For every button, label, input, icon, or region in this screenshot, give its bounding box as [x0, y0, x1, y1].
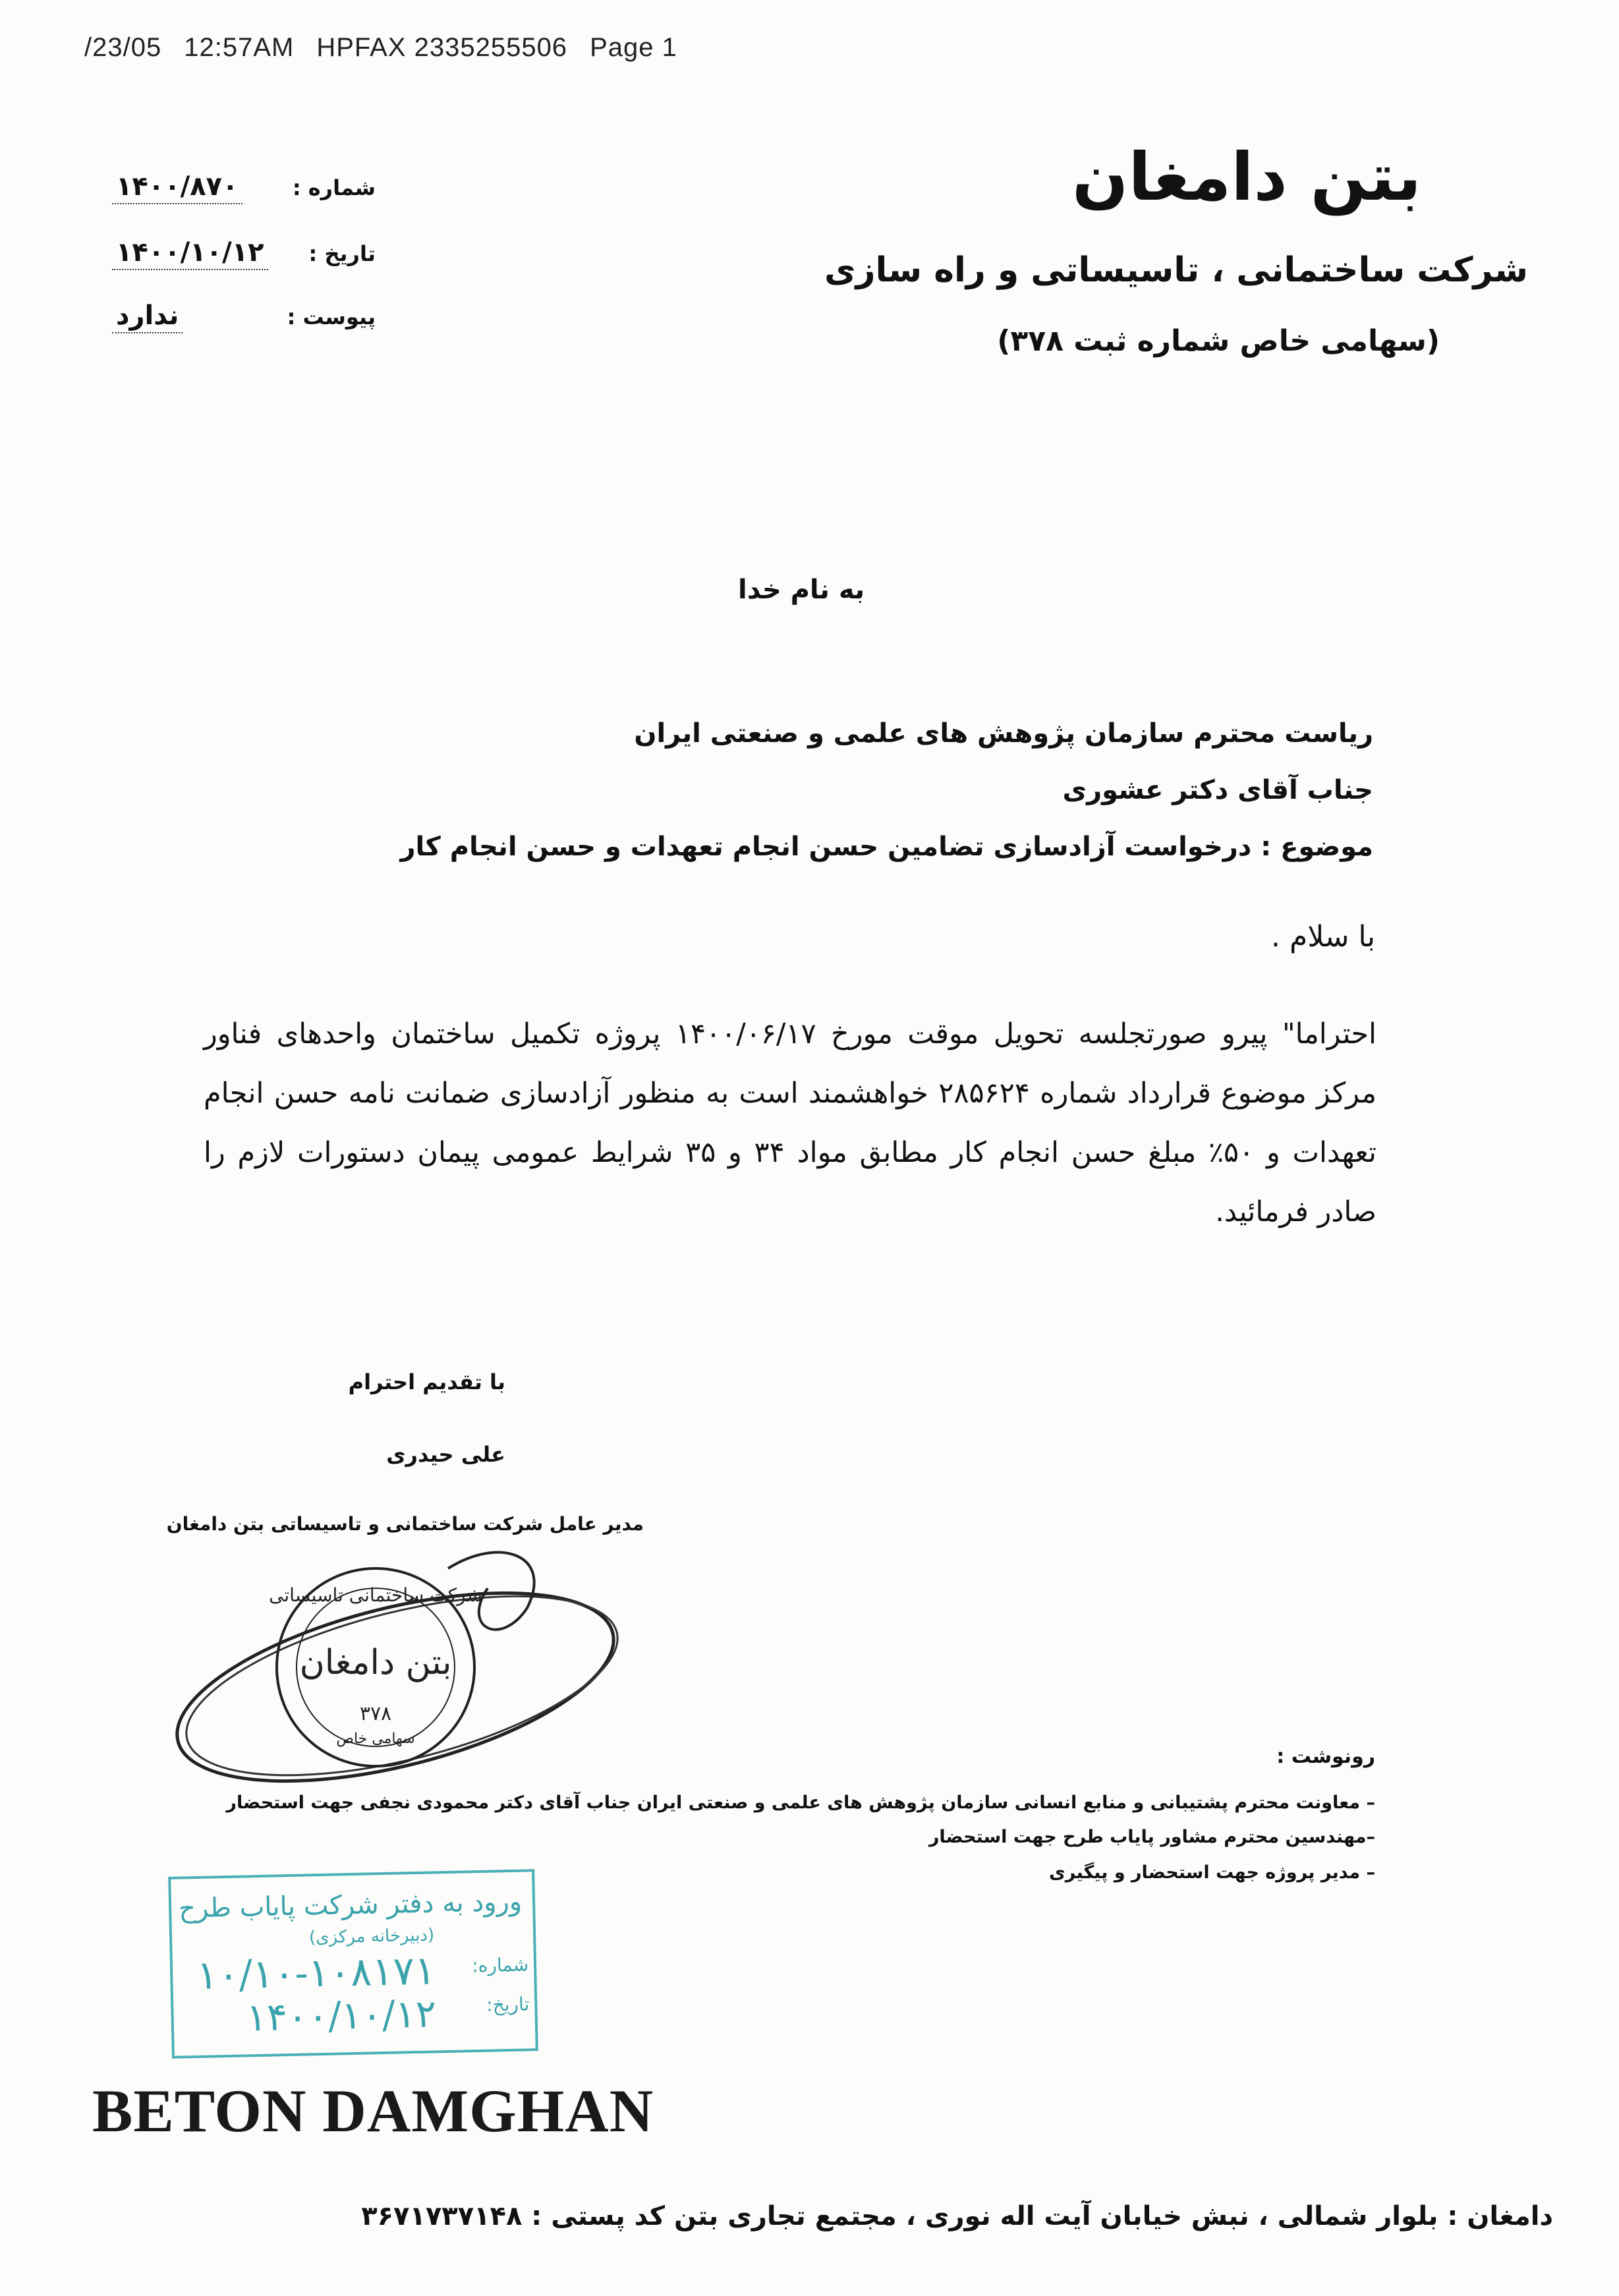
brand-name-english: BETON DAMGHAN: [92, 2077, 654, 2144]
company-name: بتن دامغان: [1071, 138, 1421, 215]
letter-attachment-label: پیوست :: [287, 304, 376, 330]
letter-date-row: [86, 237, 376, 270]
fax-header: [84, 33, 700, 63]
signer-name: علی حیدری: [386, 1442, 505, 1467]
seal-text-4: سهامی خاص: [336, 1731, 415, 1747]
received-stamp-date-value: ۱۴۰۰/۱۰/۱۲: [245, 1991, 437, 2040]
fax-id: HPFAX 2335255506: [316, 33, 568, 62]
seal-text-2: بتن دامغان: [299, 1643, 452, 1682]
letter-body: احتراما" پیرو صورتجلسه تحویل موقت مورخ ۱۴۰۰/۰۶/۱۷ پروژه تکمیل ساختمان واحدهای فناور مرکز موضوع قرارداد شماره ۲۸۵۶۲۴ خواهشمند است به منظور آزادسازی ضمانت نامه حسن انجام تعهدات و ۵۰٪ مبلغ حسن انجام کار مطابق مواد ۳۴ و ۳۵ شرایط عمومی پیمان دستورات لازم را صادر فرمائید.: [204, 1018, 1377, 1228]
company-activity: شرکت ساختمانی ، تاسیساتی و راه سازی: [824, 250, 1528, 290]
basmala: به نام خدا: [738, 575, 865, 605]
cc-item: – مدیر پروژه جهت استحضار و پیگیری: [1049, 1862, 1375, 1883]
footer-postal-code: ۳۶۷۱۷۳۷۱۴۸: [361, 2201, 523, 2231]
letter-number-row: [86, 171, 376, 204]
received-stamp-subtitle: (دبیرخانه مرکزی): [308, 1925, 435, 1948]
received-stamp: [168, 1869, 538, 2059]
received-stamp-title: ورود به دفتر شرکت پایاب طرح: [178, 1886, 523, 1924]
footer-address-text: دامغان : بلوار شمالی ، نبش خیابان آیت اله نوری ، مجتمع تجاری بتن کد پستی :: [531, 2201, 1553, 2231]
letter-attachment-row: [86, 301, 376, 333]
cc-item: – معاونت محترم پشتیبانی و منابع انسانی سازمان پژوهش های علمی و صنعتی ایران جناب آقای دکتر محمودی نجفی جهت استحضار: [226, 1793, 1375, 1813]
fax-time: 12:57AM: [184, 33, 295, 62]
letter-number-label: شماره :: [292, 175, 376, 200]
letter-attachment-value: ندارد: [112, 301, 183, 333]
received-stamp-number-value: ۱۰/۱۰-۱۰۸۱۷۱: [196, 1947, 436, 1999]
received-stamp-date-label: تاریخ:: [486, 1993, 530, 2016]
fax-page: Page 1: [590, 33, 677, 62]
letter-number-value: ۱۴۰۰/۸۷۰: [112, 171, 242, 204]
cc-item: –مهندسین محترم مشاور پایاب طرح جهت استحضار: [928, 1827, 1375, 1847]
company-registration: (سهامی خاص شماره ثبت ۳۷۸): [997, 324, 1440, 358]
closing-respect: با تقدیم احترام: [348, 1369, 505, 1394]
addressee-organization: ریاست محترم سازمان پژوهش های علمی و صنعتی ایران: [634, 718, 1373, 749]
company-seal: [158, 1529, 672, 1819]
received-stamp-number-label: شماره:: [471, 1953, 529, 1977]
signer-title: مدیر عامل شرکت ساختمانی و تاسیساتی بتن دامغان: [166, 1513, 644, 1535]
letter-date-value: ۱۴۰۰/۱۰/۱۲: [112, 237, 268, 270]
seal-text-1: شرکت ساختمانی تاسیساتی: [268, 1584, 483, 1606]
letter-date-label: تاریخ :: [308, 241, 376, 266]
seal-text-3: ۳۷۸: [359, 1702, 392, 1725]
footer-address: [361, 2201, 1553, 2231]
letter-subject: موضوع : درخواست آزادسازی تضامین حسن انجام تعهدات و حسن انجام کار: [400, 832, 1373, 862]
fax-date: /23/05: [84, 33, 162, 62]
addressee-person: جناب آقای دکتر عشوری: [1062, 775, 1373, 805]
greeting: با سلام .: [1271, 920, 1375, 954]
cc-title: رونوشت :: [1276, 1745, 1375, 1768]
